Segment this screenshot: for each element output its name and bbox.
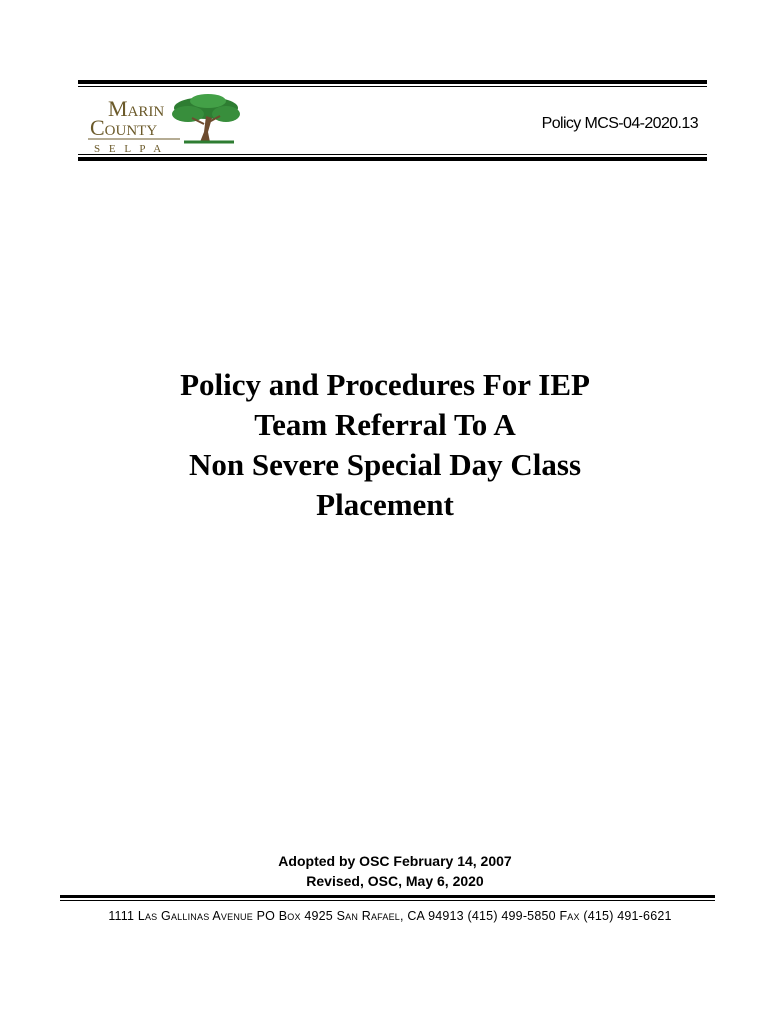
marin-county-selpa-logo <box>88 92 248 156</box>
footer-rule-thick <box>60 895 715 898</box>
title-line: Non Severe Special Day Class <box>188 447 582 482</box>
title-line: Placement <box>316 487 454 522</box>
header-bottom-rule-thick <box>78 157 707 161</box>
title-line: Team Referral To A <box>254 407 516 442</box>
tree-icon <box>172 94 240 142</box>
footer-address: 1111 Las Gallinas Avenue PO Box 4925 San Rafael, CA 94913 (415) 499-5850 Fax (415) 491-6621 <box>108 909 672 923</box>
title-line: Policy and Procedures For IEP <box>180 367 590 402</box>
logo-subtitle: S E L P A <box>94 143 165 155</box>
logo-name-line2: County <box>90 115 158 140</box>
document-title <box>90 365 680 525</box>
header-top-rule-thin <box>78 86 707 87</box>
logo-name-line1: Marin <box>108 96 165 121</box>
policy-number: Policy MCS-04-2020.13 <box>541 115 698 132</box>
adopted-date: Adopted by OSC February 14, 2007 <box>278 853 512 869</box>
revised-date: Revised, OSC, May 6, 2020 <box>306 873 484 889</box>
adoption-info <box>200 851 590 891</box>
header-top-rule-thick <box>78 80 707 84</box>
footer-rule-thin <box>60 900 715 901</box>
